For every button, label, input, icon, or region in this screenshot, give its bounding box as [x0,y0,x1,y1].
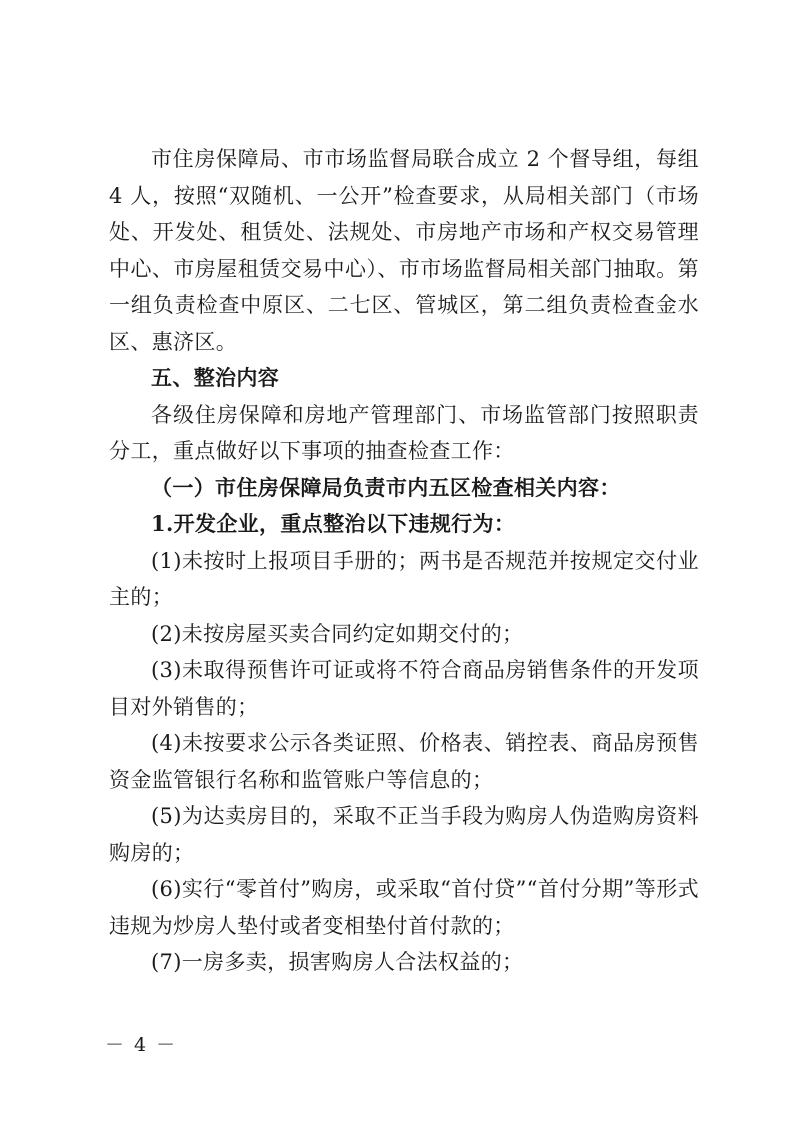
list-item-3: (3)未取得预售许可证或将不符合商品房销售条件的开发项目对外销售的； [109,658,699,719]
section-heading-rectification-content: 五、整治内容 [151,366,280,390]
page-number: － 4 － [105,1034,178,1056]
document-body [109,141,699,981]
list-item-5: (5)为达卖房目的，采取不正当手段为购房人伪造购房资料购房的； [109,804,699,865]
list-item-1: (1)未按时上报项目手册的；两书是否规范并按规定交付业主的； [109,548,699,609]
list-item-4: (4)未按要求公示各类证照、价格表、销控表、商品房预售资金监管银行名称和监管账户等信息的； [109,731,699,792]
list-item-7: (7)一房多卖，损害购房人合法权益的； [151,950,524,974]
subheading-housing-bureau: （一）市住房保障局负责市内五区检查相关内容： [151,474,621,500]
paragraph-responsibility-division: 各级住房保障和房地产管理部门、市场监管部门按照职责分工，重点做好以下事项的抽查检查工作： [109,402,699,463]
list-item-6: (6)实行“零首付”购房，或采取“首付贷”“首付分期”等形式违规为炒房人垫付或者变相垫付首付款的； [109,877,699,938]
paragraph-supervision-groups: 市住房保障局、市市场监督局联合成立 2 个督导组，每组 4 人，按照“双随机、一公开”检查要求，从局相关部门（市场处、开发处、租赁处、法规处、市房地产市场和产权交易管理中心、市房屋租赁交易中心）、市市场监督局相关部门抽取。第一组负责检查中原区、二七区、管城区，第二组负责检查金水区、惠济区。 [109,147,699,354]
subheading-developers: 1.开发企业，重点整治以下违规行为： [151,511,516,536]
list-item-2: (2)未按房屋买卖合同约定如期交付的； [151,621,524,646]
